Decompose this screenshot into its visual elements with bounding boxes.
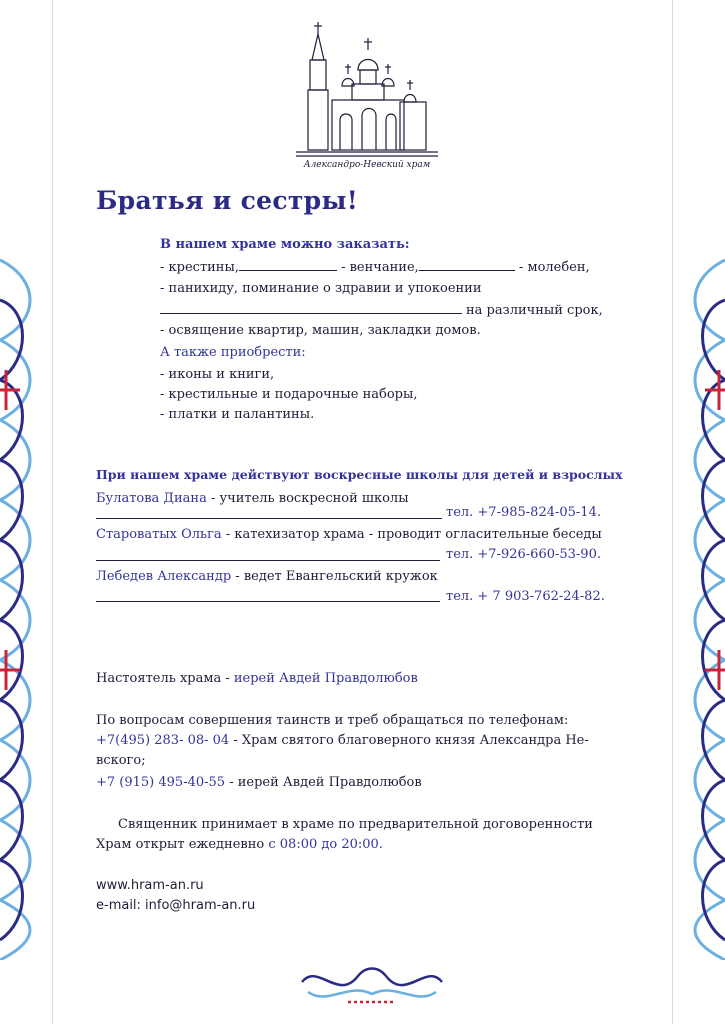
bottom-ornament — [298, 962, 446, 1012]
note-appointment: Священник принимает в храме по предварительной договоренности — [118, 817, 593, 832]
blank-line — [239, 258, 337, 271]
buy-item-scarves: - платки и палантины. — [160, 407, 315, 422]
school-person-1 — [96, 490, 409, 508]
page-title: Братья и сестры! — [96, 186, 359, 215]
blank-line — [160, 313, 462, 314]
blank-line — [419, 258, 515, 271]
person-role: - ведет Евангельский кружок — [231, 569, 438, 584]
right-ornament — [673, 240, 725, 960]
website-link[interactable]: www.hram-an.ru — [96, 878, 204, 893]
person-name: Староватых Ольга — [96, 527, 222, 542]
email-link[interactable]: e-mail: info@hram-an.ru — [96, 898, 256, 913]
order-item-moleben: - молебен, — [514, 260, 590, 275]
order-item-wedding: - венчание, — [336, 260, 419, 275]
order-item-christening: - крестины, — [160, 260, 239, 275]
contact-phone-1 — [96, 732, 589, 750]
buy-heading: А также приобрести: — [160, 345, 306, 360]
person-name: Булатова Диана — [96, 491, 207, 506]
school-phone-2: тел. +7-926-660-53-90. — [446, 547, 601, 562]
schools-heading: При нашем храме действуют воскресные школы для детей и взрослых — [96, 467, 623, 482]
order-line-2: - панихиду, поминание о здравии и упокоении — [160, 281, 482, 296]
school-phone-1: тел. +7-985-824-05-14. — [446, 505, 601, 520]
buy-item-sets: - крестильные и подарочные наборы, — [160, 387, 418, 402]
person-name: Лебедев Александр — [96, 569, 232, 584]
blank-line — [96, 518, 442, 519]
school-person-2 — [96, 526, 602, 544]
rector-line — [96, 670, 418, 688]
order-line-1 — [160, 258, 590, 277]
phone-number[interactable]: +7 (915) 495-40-55 — [96, 775, 226, 790]
order-line-3: на различный срок, — [466, 303, 603, 318]
phone-number[interactable]: +7(495) 283- 08- 04 — [96, 733, 230, 748]
hours-label: Храм открыт ежедневно — [96, 837, 269, 852]
order-line-4: - освящение квартир, машин, закладки домов. — [160, 323, 481, 338]
contact-phone-2 — [96, 774, 422, 792]
school-person-3 — [96, 568, 438, 586]
phone-description: - иерей Авдей Правдолюбов — [225, 775, 422, 790]
contact-phone-1-cont: вского; — [96, 753, 146, 768]
blank-line — [96, 560, 440, 561]
phone-description: - Храм святого благоверного князя Александра Не- — [229, 733, 589, 748]
blank-line — [96, 601, 440, 602]
buy-item-icons: - иконы и книги, — [160, 367, 275, 382]
school-phone-3: тел. + 7 903-762-24-82. — [446, 589, 605, 604]
person-role: - учитель воскресной школы — [206, 491, 409, 506]
left-ornament — [0, 240, 52, 960]
hours-value: с 08:00 до 20:00. — [268, 837, 383, 852]
logo-caption: Александро-Невский храм — [303, 160, 431, 170]
contacts-heading: По вопросам совершения таинств и треб обращаться по телефонам: — [96, 713, 569, 728]
person-role: - катехизатор храма - проводит огласительные беседы — [221, 527, 602, 542]
order-heading: В нашем храме можно заказать: — [160, 237, 410, 252]
rector-name: иерей Авдей Правдолюбов — [233, 671, 418, 686]
church-logo — [292, 20, 442, 180]
rector-label: Настоятель храма - — [96, 671, 234, 686]
note-hours — [96, 836, 383, 854]
